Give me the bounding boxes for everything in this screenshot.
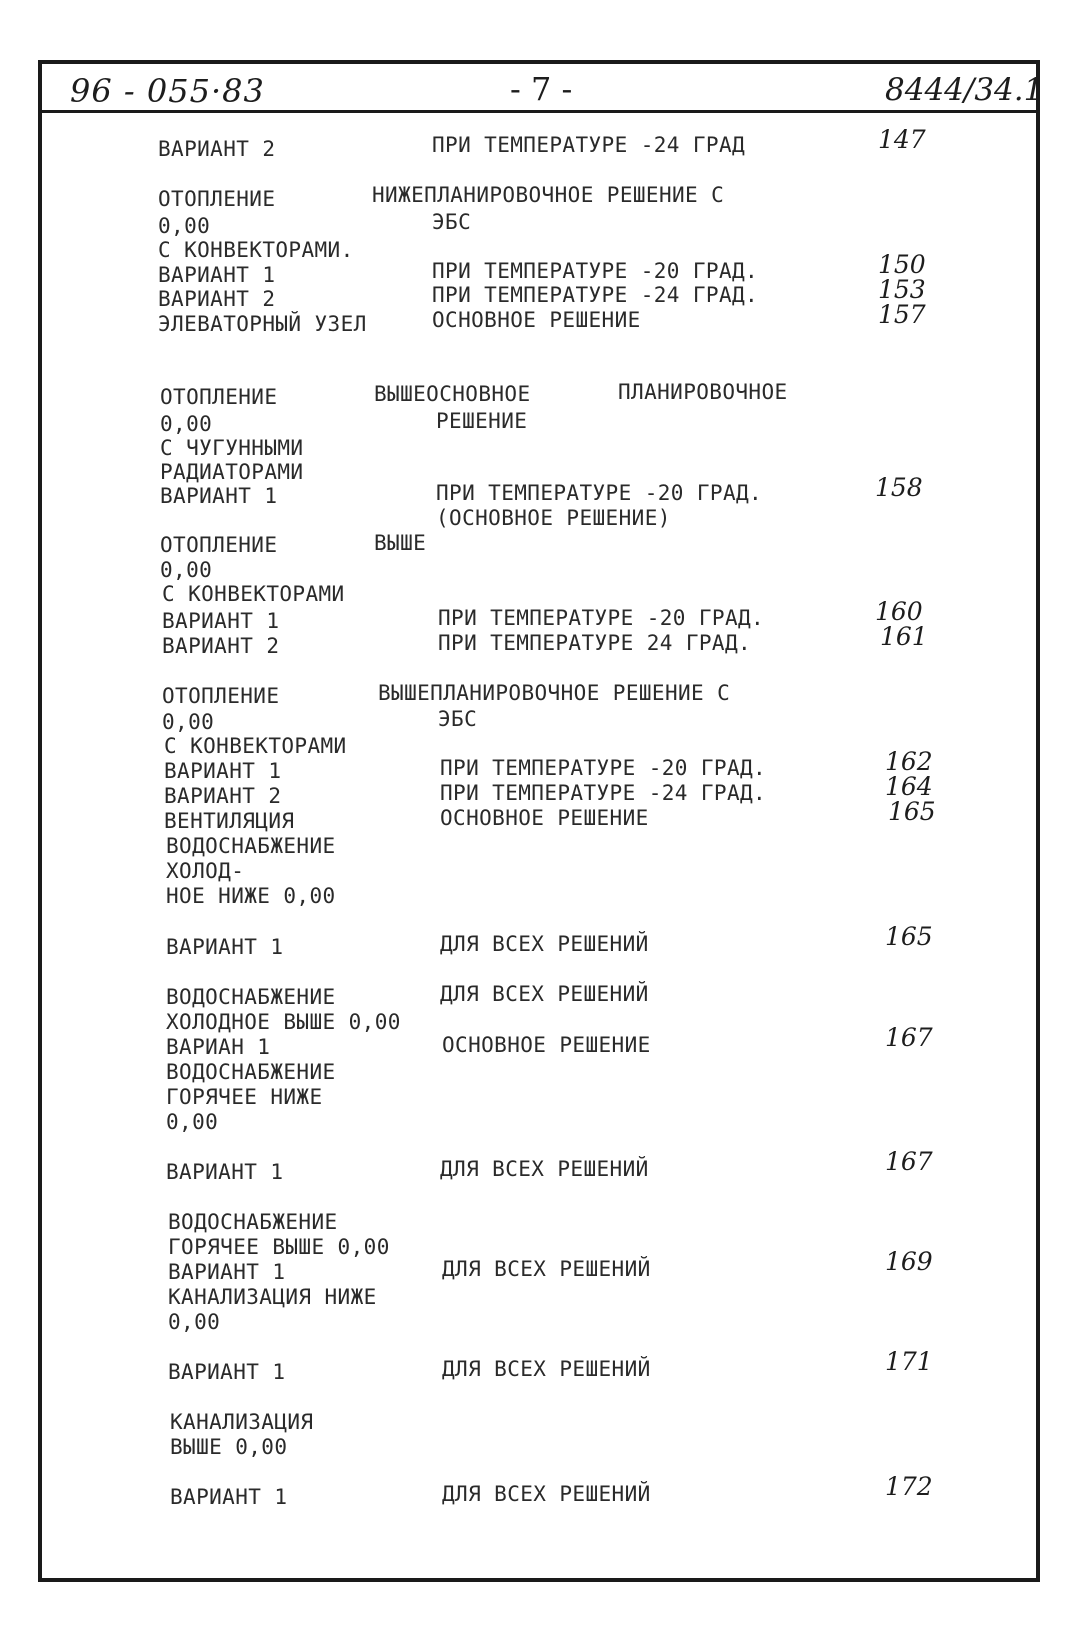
inventory-code: 8444/34.1 xyxy=(885,72,1044,108)
entry-page: 165 xyxy=(885,922,933,951)
page-number: - 7 - xyxy=(510,70,573,108)
entry-desc: ЭБС xyxy=(432,210,472,234)
entry-desc: ПРИ ТЕМПЕРАТУРЕ -24 ГРАД xyxy=(432,133,746,157)
entry-name: ВАРИАНТ 2 xyxy=(158,287,276,311)
entry-page: 167 xyxy=(885,1023,933,1052)
entry-desc: ПРИ ТЕМПЕРАТУРЕ 24 ГРАД. xyxy=(438,631,752,655)
entry-desc: ДЛЯ ВСЕХ РЕШЕНИЙ xyxy=(440,1157,649,1181)
entry-page: 171 xyxy=(885,1347,933,1376)
entry-desc: ПРИ ТЕМПЕРАТУРЕ -20 ГРАД. xyxy=(436,481,763,505)
entry-desc: ДЛЯ ВСЕХ РЕШЕНИЙ xyxy=(442,1357,651,1381)
entry-name: ВОДОСНАБЖЕНИЕ xyxy=(166,1060,336,1084)
entry-desc: ОСНОВНОЕ РЕШЕНИЕ xyxy=(440,806,649,830)
entry-desc: РЕШЕНИЕ xyxy=(436,409,528,433)
entry-name: 0,00 xyxy=(166,1110,219,1134)
entry-name: ВАРИАНТ 2 xyxy=(158,137,276,161)
entry-name: ВАРИАНТ 1 xyxy=(166,935,284,959)
entry-page: 157 xyxy=(878,300,926,329)
entry-name: ОТОПЛЕНИЕ xyxy=(160,533,278,557)
entry-name: ОТОПЛЕНИЕ xyxy=(160,385,278,409)
entry-name: ВОДОСНАБЖЕНИЕ xyxy=(168,1210,338,1234)
entry-desc: ПЛАНИРОВОЧНОЕ xyxy=(618,380,788,404)
entry-page: 169 xyxy=(885,1247,933,1276)
entry-desc: ОСНОВНОЕ РЕШЕНИЕ xyxy=(442,1033,651,1057)
entry-name: С КОНВЕКТОРАМИ. xyxy=(158,238,354,262)
entry-page: 167 xyxy=(885,1147,933,1176)
entry-name: ХОЛОДНОЕ ВЫШЕ 0,00 xyxy=(166,1010,401,1034)
entry-desc: ДЛЯ ВСЕХ РЕШЕНИЙ xyxy=(440,932,649,956)
entry-desc: ВЫШЕПЛАНИРОВОЧНОЕ РЕШЕНИЕ С xyxy=(378,681,731,705)
entry-desc: ПРИ ТЕМПЕРАТУРЕ -24 ГРАД. xyxy=(440,781,767,805)
entry-name: КАНАЛИЗАЦИЯ xyxy=(170,1410,314,1434)
entry-desc: ОСНОВНОЕ РЕШЕНИЕ xyxy=(432,308,641,332)
entry-page: 160 xyxy=(875,597,923,626)
entry-name: НОЕ НИЖЕ 0,00 xyxy=(166,884,336,908)
entry-page: 161 xyxy=(880,622,928,651)
entry-desc: ДЛЯ ВСЕХ РЕШЕНИЙ xyxy=(442,1482,651,1506)
entry-page: 162 xyxy=(885,747,933,776)
entry-page: 153 xyxy=(878,275,926,304)
entry-page: 164 xyxy=(885,772,933,801)
entry-name: 0,00 xyxy=(160,558,213,582)
entry-desc: ВЫШЕ xyxy=(374,531,427,555)
entry-name: ЭЛЕВАТОРНЫЙ УЗЕЛ xyxy=(158,312,367,336)
entry-page: 147 xyxy=(878,125,926,154)
entry-desc: ДЛЯ ВСЕХ РЕШЕНИЙ xyxy=(442,1257,651,1281)
entry-page: 165 xyxy=(888,797,936,826)
entry-name: ВОДОСНАБЖЕНИЕ xyxy=(166,834,336,858)
entry-name: ГОРЯЧЕЕ ВЫШЕ 0,00 xyxy=(168,1235,390,1259)
entry-name: 0,00 xyxy=(168,1310,221,1334)
entry-desc: ПРИ ТЕМПЕРАТУРЕ -20 ГРАД. xyxy=(440,756,767,780)
entry-name: КАНАЛИЗАЦИЯ НИЖЕ xyxy=(168,1285,377,1309)
entry-name: 0,00 xyxy=(162,710,215,734)
entry-name: С КОНВЕКТОРАМИ xyxy=(164,734,347,758)
entry-desc: ПРИ ТЕМПЕРАТУРЕ -24 ГРАД. xyxy=(432,283,759,307)
entry-desc: ВЫШЕОСНОВНОЕ xyxy=(374,382,531,406)
entry-name: ОТОПЛЕНИЕ xyxy=(158,187,276,211)
entry-name: ВАРИАН 1 xyxy=(166,1035,271,1059)
entry-name: 0,00 xyxy=(158,214,211,238)
doc-code: 96 - 055·83 xyxy=(70,72,265,110)
entry-desc: НИЖЕПЛАНИРОВОЧНОЕ РЕШЕНИЕ С xyxy=(372,183,725,207)
entry-name: ВАРИАНТ 1 xyxy=(162,609,280,633)
entry-name: ГОРЯЧЕЕ НИЖЕ xyxy=(166,1085,323,1109)
entry-page: 158 xyxy=(875,473,923,502)
entry-name: ВАРИАНТ 1 xyxy=(170,1485,288,1509)
entry-name: 0,00 xyxy=(160,412,213,436)
entry-name: ОТОПЛЕНИЕ xyxy=(162,684,280,708)
entry-name: ХОЛОД- xyxy=(166,859,245,883)
entry-name: ВАРИАНТ 1 xyxy=(168,1260,286,1284)
entry-name: ВАРИАНТ 1 xyxy=(166,1160,284,1184)
entry-page: 172 xyxy=(885,1472,933,1501)
entry-desc: ПРИ ТЕМПЕРАТУРЕ -20 ГРАД. xyxy=(432,259,759,283)
entry-name: ВОДОСНАБЖЕНИЕ xyxy=(166,985,336,1009)
entry-name: ВАРИАНТ 2 xyxy=(164,784,282,808)
entry-desc: ЭБС xyxy=(438,707,478,731)
entry-desc: ДЛЯ ВСЕХ РЕШЕНИЙ xyxy=(440,982,649,1006)
entry-name: ВАРИАНТ 1 xyxy=(168,1360,286,1384)
entry-name: ВАРИАНТ 1 xyxy=(164,759,282,783)
header-divider xyxy=(38,110,1040,113)
entry-name: ВАРИАНТ 1 xyxy=(158,263,276,287)
entry-desc: (ОСНОВНОЕ РЕШЕНИЕ) xyxy=(436,506,671,530)
entry-page: 150 xyxy=(878,250,926,279)
entry-name: РАДИАТОРАМИ xyxy=(160,460,304,484)
entry-name: ВАРИАНТ 2 xyxy=(162,634,280,658)
entry-name: ВЫШЕ 0,00 xyxy=(170,1435,288,1459)
entry-desc: ПРИ ТЕМПЕРАТУРЕ -20 ГРАД. xyxy=(438,606,765,630)
entry-name: ВЕНТИЛЯЦИЯ xyxy=(164,809,295,833)
entry-name: С ЧУГУННЫМИ xyxy=(160,436,304,460)
entry-name: ВАРИАНТ 1 xyxy=(160,484,278,508)
entry-name: С КОНВЕКТОРАМИ xyxy=(162,582,345,606)
